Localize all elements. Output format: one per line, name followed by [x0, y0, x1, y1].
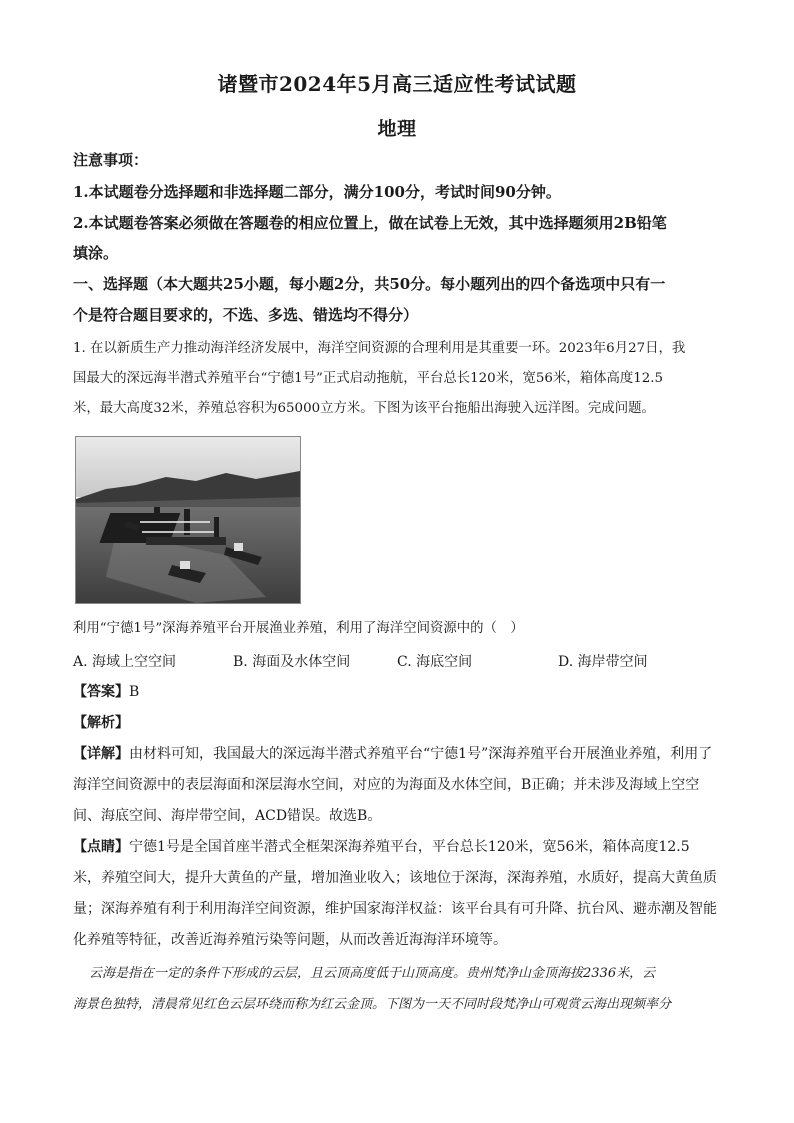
- q1-option-b[interactable]: B. 海面及水体空间: [233, 654, 351, 670]
- q1-analysis: [73, 713, 723, 733]
- notes-item-2-line2: 填涂。: [73, 244, 119, 262]
- notes-item-2-line1: 2.本试题卷答案必须做在答题卷的相应位置上，做在试卷上无效，其中选择题须用2B铅笔: [73, 214, 667, 232]
- passage2-line1: 云海是指在一定的条件下形成的云层，且云顶高度低于山顶高度。贵州梵净山金顶海拔2336米，云: [89, 966, 656, 981]
- q1-option-a[interactable]: A. 海域上空空间: [73, 654, 177, 670]
- q1-stem-line2: 国最大的深远海半潜式养殖平台“宁德1号”正式启动拖航，平台总长120米，宽56米，箱体高度12.5: [73, 371, 664, 386]
- q1-stem-line3: 米，最大高度32米，养殖总容积为65000立方米。下图为该平台拖船出海驶入远洋图。完成问题。: [73, 401, 655, 416]
- analysis-tag: 【解析】: [73, 715, 129, 731]
- subject-title: 地理: [377, 118, 417, 140]
- tip-text: 宁德1号是全国首座半潜式全框架深海养殖平台，平台总长120米，宽56米，箱体高度12.5: [129, 839, 690, 855]
- exam-title: 诸暨市2024年5月高三适应性考试试题: [217, 72, 577, 96]
- q1-tip-line3: 量；深海养殖有利于利用海洋空间资源，维护国家海洋权益：该平台具有可升降、抗台风、避赤潮及智能: [73, 901, 717, 917]
- q1-detail-line2: 海洋空间资源中的表层海面和深层海水空间，对应的为海面及水体空间，B正确；并未涉及海域上空空: [73, 777, 700, 793]
- q1-tip-line4: 化养殖等特征，改善近海养殖污染等问题，从而改善近海海洋环境等。: [73, 932, 507, 948]
- q1-option-c[interactable]: C. 海底空间: [397, 654, 473, 670]
- section-heading-line1: 一、选择题（本大题共25小题，每小题2分，共50分。每小题列出的四个备选项中只有一: [73, 275, 666, 293]
- notes-item-1: 1.本试题卷分选择题和非选择题二部分，满分100分，考试时间90分钟。: [73, 183, 561, 201]
- detail-tag: 【详解】: [73, 746, 129, 762]
- q1-stem-line1: 1. 在以新质生产力推动海洋经济发展中，海洋空间资源的合理利用是其重要一环。2023年6月27日，我: [73, 341, 686, 356]
- answer-tag: 【答案】: [73, 684, 129, 700]
- tip-tag: 【点睛】: [73, 839, 129, 855]
- q1-tip-line1: [73, 837, 723, 857]
- q1-question: 利用“宁德1号”深海养殖平台开展渔业养殖，利用了海洋空间资源中的（ ）: [73, 621, 524, 636]
- platform-towing-photo: [75, 436, 301, 604]
- section-heading-line2: 个是符合题目要求的，不选、多选、错选均不得分）: [73, 306, 419, 324]
- q1-tip-line2: 米，养殖空间大，提升大黄鱼的产量，增加渔业收入；该地位于深海，深海养殖，水质好，提高大黄鱼质: [73, 870, 717, 886]
- q1-answer: [73, 682, 723, 702]
- notes-heading: 注意事项：: [73, 151, 149, 169]
- detail-text: 由材料可知，我国最大的深远海半潜式养殖平台“宁德1号”深海养殖平台开展渔业养殖，利用了: [129, 746, 713, 762]
- passage2-line2: 海景色独特，清晨常见红色云层环绕而称为红云金顶。下图为一天不同时段梵净山可观赏云海出现频率分: [73, 997, 672, 1012]
- q1-option-d[interactable]: D. 海岸带空间: [558, 654, 648, 670]
- q1-detail-line1: [73, 744, 723, 764]
- q1-detail-line3: 间、海底空间、海岸带空间，ACD错误。故选B。: [73, 808, 382, 824]
- answer-value: B: [129, 684, 140, 700]
